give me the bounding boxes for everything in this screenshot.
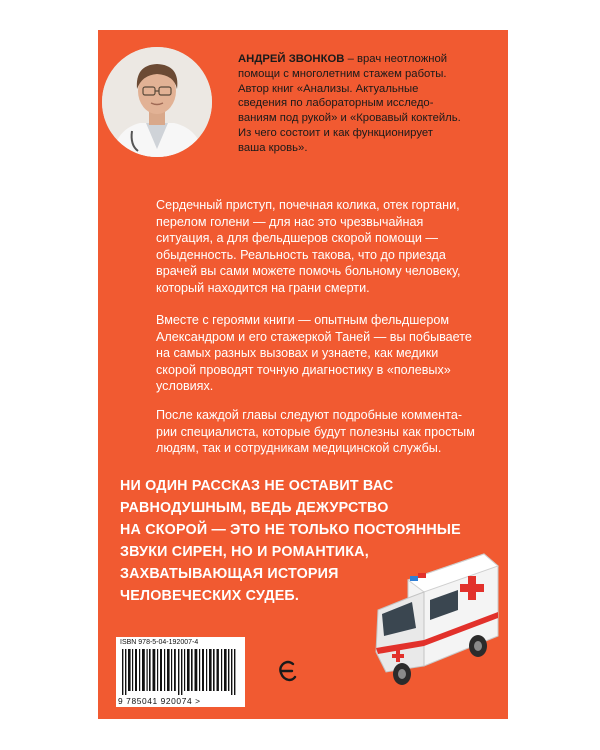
barcode <box>116 637 245 707</box>
author-name: АНДРЕЙ ЗВОНКОВ <box>238 53 345 65</box>
back-cover <box>98 30 508 719</box>
text-line: Александром и его стажеркой Таней — вы побываете <box>156 329 472 344</box>
bio-line: помощи с многолетним стажем работы. <box>238 67 447 80</box>
isbn-text: ISBN 978-5-04-192007-4 <box>120 639 199 646</box>
barcode-bars <box>122 649 239 695</box>
text-line: перелом голени — для нас это чрезвычайная <box>156 214 424 229</box>
bio-line: сведения по лабораторным исследо- <box>238 97 434 110</box>
paragraph-3 <box>156 407 496 457</box>
text-line: Сердечный приступ, почечная колика, отек гортани, <box>156 198 460 212</box>
headline-line: ЧЕЛОВЕЧЕСКИХ СУДЕБ. <box>120 588 300 604</box>
text-line: на самых разных вызовах и узнаете, как медики <box>156 346 439 361</box>
text-line: условиях. <box>156 379 214 394</box>
text-line: скорой проводят точную диагностику в «полевых» <box>156 362 451 377</box>
headline-line: НИ ОДИН РАССКАЗ НЕ ОСТАВИТ ВАС <box>120 478 394 494</box>
headline-line: ЗВУКИ СИРЕН, НО И РОМАНТИКА, <box>120 544 369 560</box>
paragraph-2 <box>156 312 496 395</box>
bio-line: – врач неотложной <box>344 53 448 65</box>
bio-line: ваша кровь». <box>238 141 308 154</box>
bio-line: Из чего состоит и как функционирует <box>238 126 433 139</box>
text-line: людям, так и сотрудникам медицинской службы. <box>156 441 442 456</box>
author-bio <box>238 52 500 156</box>
text-line: ситуация, а для фельдшеров скорой помощи — <box>156 231 438 246</box>
text-line: рии специалиста, которые будут полезны как простым <box>156 424 475 439</box>
bio-line: ваниям под рукой» и «Кровавый коктейль. <box>238 112 461 125</box>
author-photo <box>102 47 212 157</box>
text-line: После каждой главы следуют подробные коммента- <box>156 408 463 422</box>
barcode-number: 9 785041 920074 > <box>118 696 201 706</box>
eksmo-logo <box>279 660 297 682</box>
paragraph-1 <box>156 197 496 297</box>
bio-line: Автор книг «Анализы. Актуальные <box>238 82 419 95</box>
headline-line: НА СКОРОЙ — ЭТО НЕ ТОЛЬКО ПОСТОЯННЫЕ <box>120 522 461 538</box>
text-line: врачей вы сами можете помочь больному человеку, <box>156 264 461 279</box>
ambulance-illustration <box>368 540 504 695</box>
headline-line: РАВНОДУШНЫМ, ВЕДЬ ДЕЖУРСТВО <box>120 500 389 516</box>
text-line: обыденность. Реальность такова, что до приезда <box>156 247 446 262</box>
text-line: который находится на грани смерти. <box>156 280 370 295</box>
text-line: Вместе с героями книги — опытным фельдшером <box>156 313 449 327</box>
headline-line: ЗАХВАТЫВАЮЩАЯ ИСТОРИЯ <box>120 566 339 582</box>
